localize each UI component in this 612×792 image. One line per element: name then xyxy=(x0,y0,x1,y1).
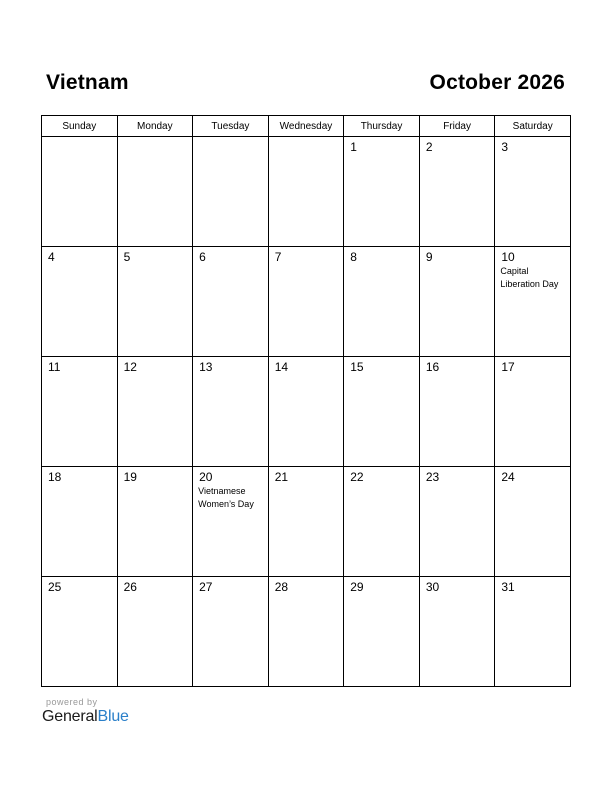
day-cell xyxy=(268,467,344,577)
day-number: 19 xyxy=(123,470,137,484)
day-number: 4 xyxy=(48,250,55,264)
empty-day-cell xyxy=(42,137,118,247)
week-row xyxy=(42,467,571,577)
day-cell xyxy=(42,247,118,357)
day-cell xyxy=(495,357,571,467)
day-cell xyxy=(419,357,495,467)
day-cell xyxy=(268,577,344,687)
day-number: 10 xyxy=(501,250,515,264)
day-number: 5 xyxy=(123,250,131,264)
holiday-label: Vietnamese Women’s Day xyxy=(198,486,254,509)
weekday-thursday: Thursday xyxy=(344,116,420,137)
day-number: 30 xyxy=(425,580,440,594)
day-number: 3 xyxy=(501,140,509,154)
day-number: 25 xyxy=(48,580,62,594)
logo-text-blue: Blue xyxy=(97,708,129,725)
day-number: 9 xyxy=(425,250,433,264)
day-number: 13 xyxy=(199,360,213,374)
week-row xyxy=(42,137,571,247)
day-cell xyxy=(117,577,193,687)
day-cell xyxy=(268,247,344,357)
day-number: 21 xyxy=(274,470,289,484)
day-cell xyxy=(344,577,420,687)
week-row xyxy=(42,577,571,687)
day-number: 8 xyxy=(350,250,357,264)
weekday-saturday: Saturday xyxy=(495,116,571,137)
day-cell xyxy=(193,467,269,577)
day-number: 7 xyxy=(274,250,282,264)
day-number: 11 xyxy=(48,360,61,374)
day-number: 31 xyxy=(501,580,515,594)
day-number: 29 xyxy=(350,580,364,594)
day-number: 6 xyxy=(199,250,206,264)
day-number: 27 xyxy=(199,580,213,594)
holiday-label: Capital Liberation Day xyxy=(500,266,559,289)
day-cell xyxy=(42,357,118,467)
calendar-grid xyxy=(41,115,571,687)
week-row xyxy=(42,247,571,357)
day-cell xyxy=(495,137,571,247)
day-cell xyxy=(419,467,495,577)
day-number: 17 xyxy=(501,360,515,374)
day-cell xyxy=(117,357,193,467)
day-cell xyxy=(344,467,420,577)
day-number: 20 xyxy=(199,470,213,484)
day-number: 15 xyxy=(350,360,364,374)
day-cell xyxy=(42,467,118,577)
weekday-header-row xyxy=(42,116,571,137)
powered-by-label: powered by xyxy=(46,697,98,707)
day-number: 28 xyxy=(274,580,289,594)
day-cell xyxy=(419,247,495,357)
day-cell xyxy=(344,137,420,247)
day-number: 16 xyxy=(425,360,440,374)
day-cell xyxy=(344,357,420,467)
day-cell xyxy=(42,577,118,687)
day-cell xyxy=(495,577,571,687)
weekday-friday: Friday xyxy=(419,116,495,137)
empty-day-cell xyxy=(193,137,269,247)
day-cell xyxy=(193,357,269,467)
day-number: 24 xyxy=(501,470,515,484)
day-cell xyxy=(344,247,420,357)
day-number: 12 xyxy=(123,360,137,374)
week-row xyxy=(42,357,571,467)
day-number: 14 xyxy=(274,360,289,374)
day-number: 1 xyxy=(350,140,357,154)
country-title: Vietnam xyxy=(46,71,129,94)
day-number: 23 xyxy=(425,470,440,484)
weekday-sunday: Sunday xyxy=(42,116,118,137)
day-cell xyxy=(495,247,571,357)
generalblue-logo xyxy=(42,708,129,726)
day-cell xyxy=(117,467,193,577)
day-cell xyxy=(193,247,269,357)
day-cell xyxy=(419,577,495,687)
empty-day-cell xyxy=(117,137,193,247)
day-cell xyxy=(117,247,193,357)
weekday-tuesday: Tuesday xyxy=(193,116,269,137)
day-number: 2 xyxy=(425,140,433,154)
logo-text-general: General xyxy=(42,708,98,725)
day-cell xyxy=(419,137,495,247)
month-year-title: October 2026 xyxy=(429,71,565,94)
weekday-wednesday: Wednesday xyxy=(268,116,344,137)
day-number: 26 xyxy=(123,580,137,594)
weekday-monday: Monday xyxy=(117,116,193,137)
empty-day-cell xyxy=(268,137,344,247)
day-cell xyxy=(268,357,344,467)
day-number: 18 xyxy=(48,470,62,484)
day-cell xyxy=(193,577,269,687)
day-number: 22 xyxy=(350,470,364,484)
day-cell xyxy=(495,467,571,577)
